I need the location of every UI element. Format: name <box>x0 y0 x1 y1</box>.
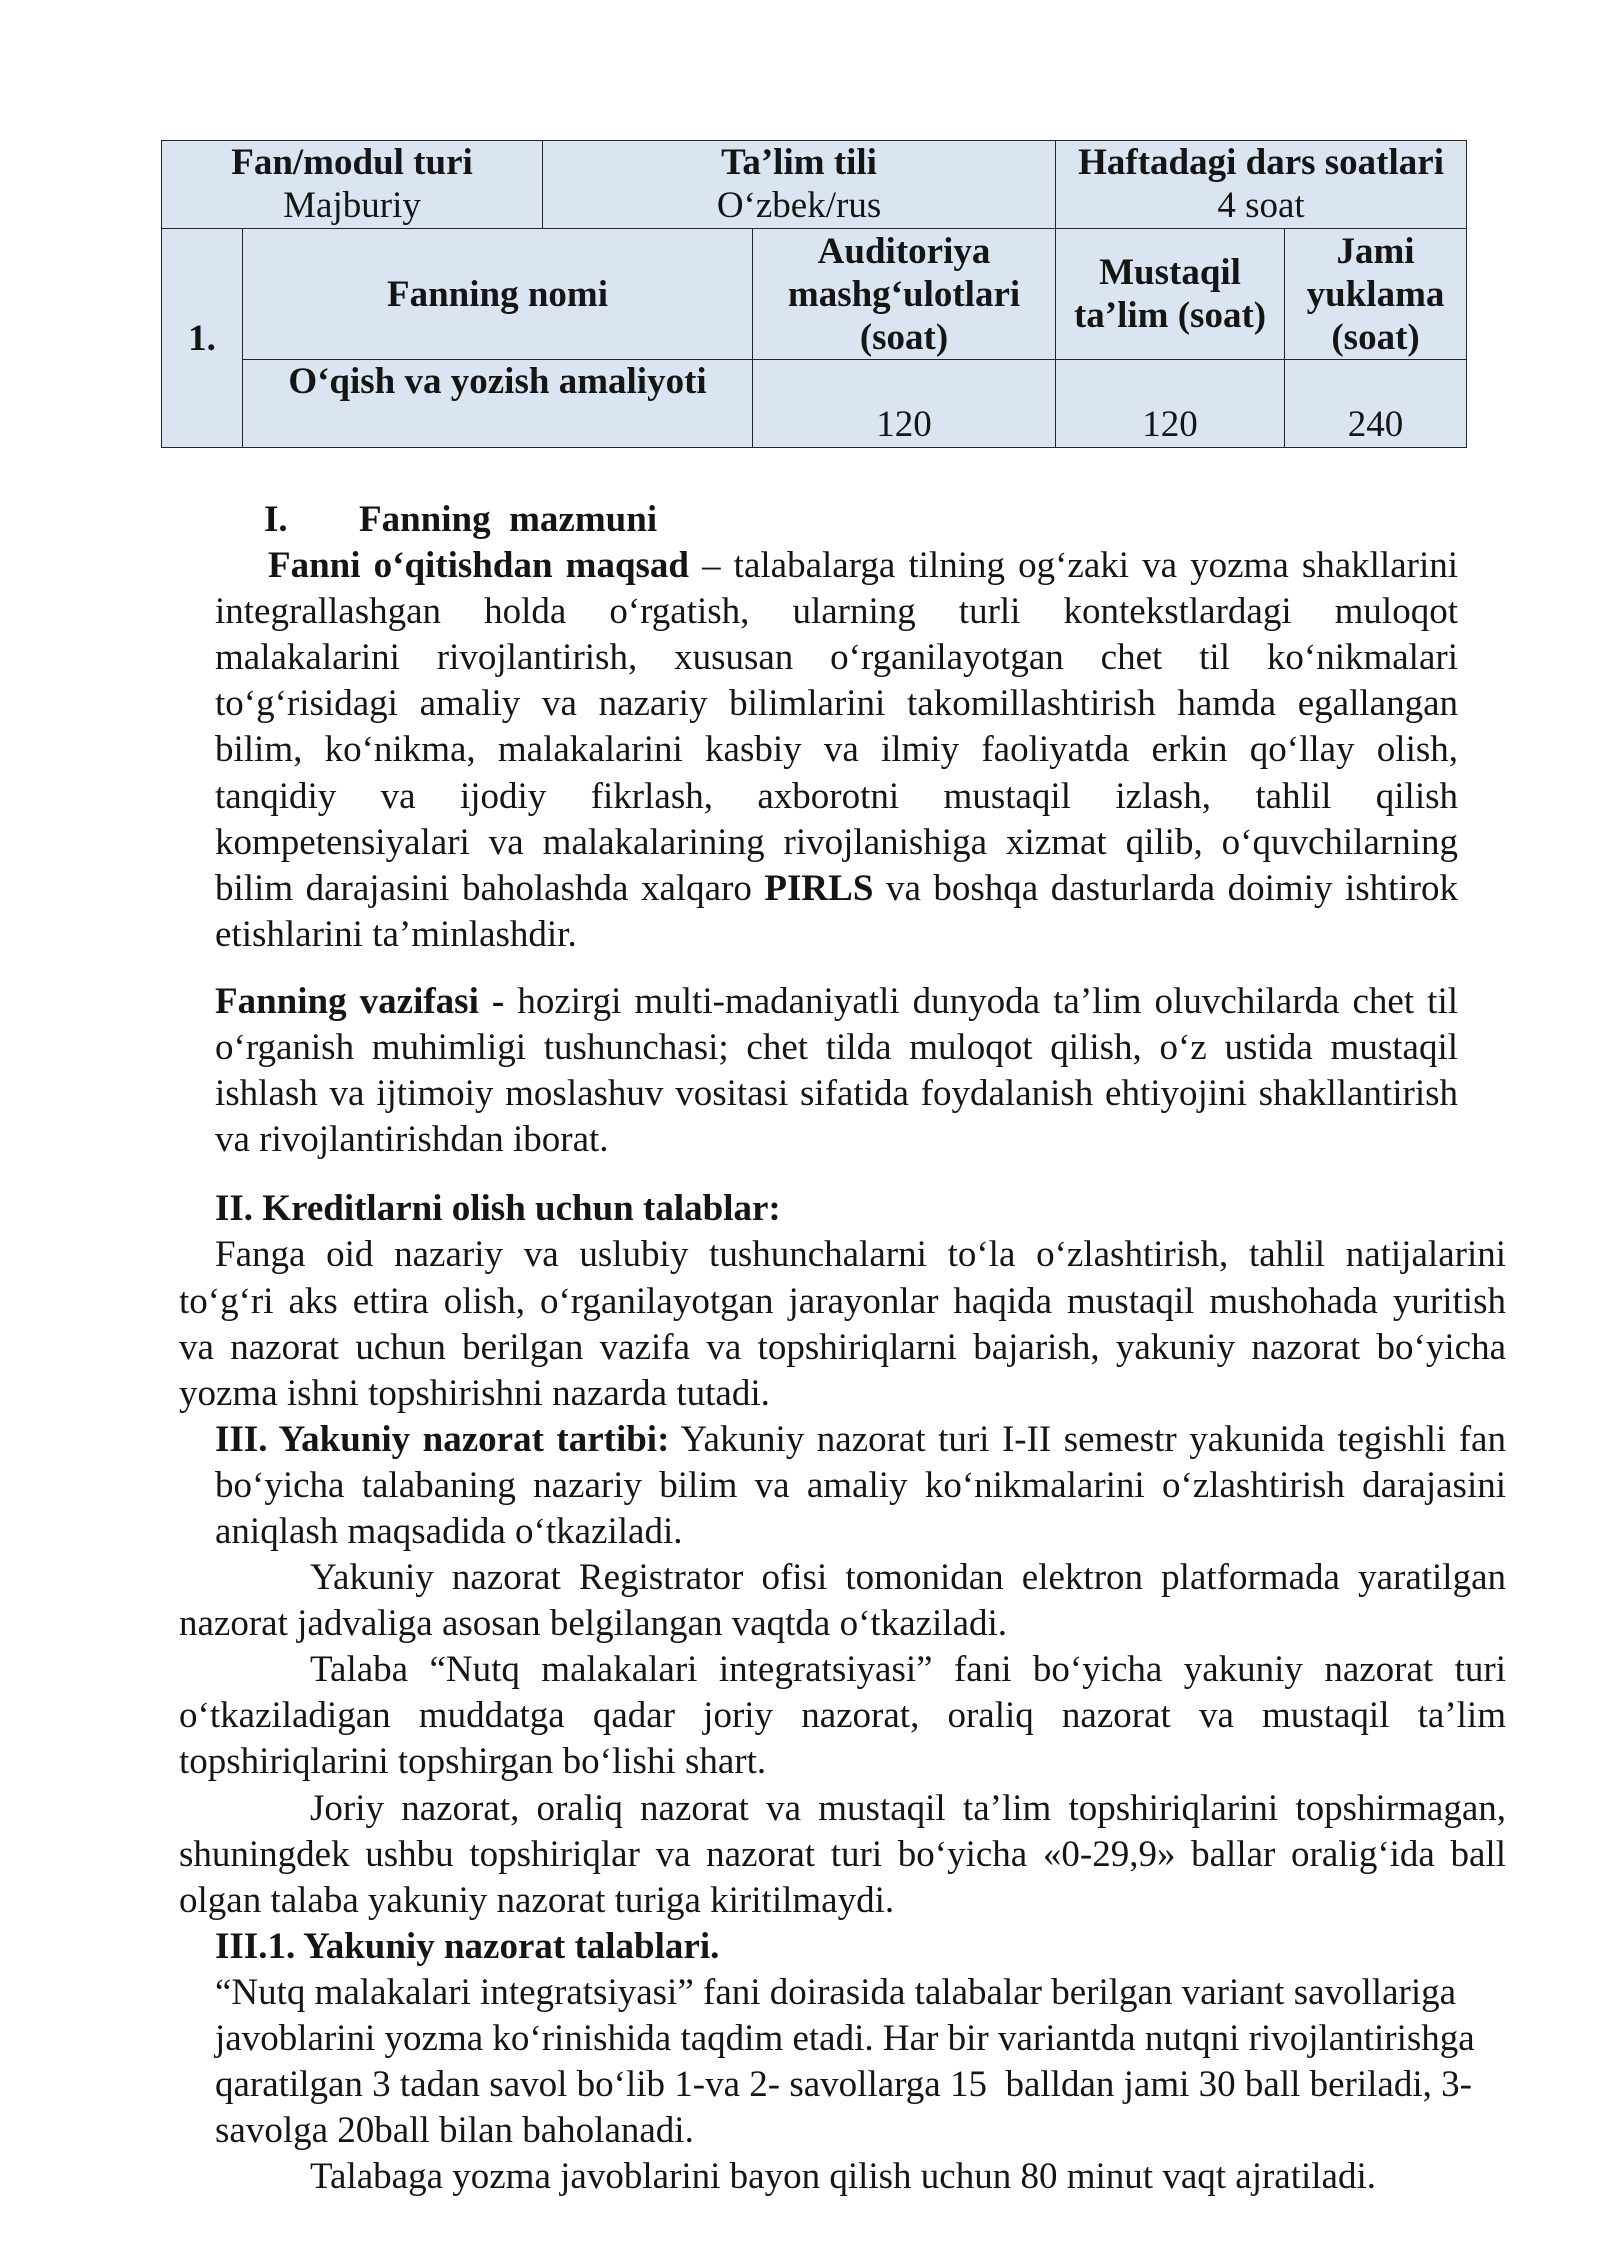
course-name: O‘qish va yozish amaliyoti <box>288 361 707 402</box>
jami-header-line: yuklama <box>1306 273 1445 315</box>
section-2-line-1: Fanga oid nazariy va uslubiy tushunchalarni to‘la o‘zlashtirish, tahlil natijalarini <box>215 1234 1506 1276</box>
section-1-heading <box>264 497 1600 543</box>
row-number: 1. <box>188 317 216 359</box>
course-info-table <box>161 140 1467 448</box>
exclusion-line-3: olgan talaba yakuniy nazorat turiga kiritilmaydi. <box>179 1879 895 1921</box>
section-1-title: Fanning mazmuni <box>359 499 658 540</box>
jami-header-line: (soat) <box>1331 316 1420 358</box>
goal-line-8 <box>215 866 1458 912</box>
course-name-cell <box>243 360 753 448</box>
table-header-row <box>162 229 1467 360</box>
section-2-heading: II. Kreditlarni olish uchun talablar: <box>215 1188 781 1230</box>
row-number-cell <box>162 229 243 448</box>
jami-header-line: Jami <box>1336 230 1415 272</box>
prerequisite-line-3: topshiriqlarini topshirgan bo‘lishi shart. <box>179 1741 767 1783</box>
language-cell <box>543 141 1056 229</box>
module-type-label: Fan/modul turi <box>231 142 473 183</box>
section-2-line-2: to‘g‘ri aks ettira olish, o‘rganilayotgan jarayonlar haqida mustaqil mushohada yuritish <box>179 1280 1506 1322</box>
jami-header <box>1285 229 1467 360</box>
section-3-paragraph <box>0 1417 1600 1555</box>
tasks-line-3: ishlash va ijtimoiy moslashuv vositasi sifatida foydalanish ehtiyojini shakllantirish <box>215 1073 1458 1115</box>
mustaqil-hours-cell <box>1056 360 1285 448</box>
goal-paragraph <box>0 543 1600 958</box>
tasks-line-4: va rivojlantirishdan iborat. <box>215 1119 609 1161</box>
table-row <box>162 360 1467 448</box>
document-body <box>0 497 1600 2200</box>
section-3-line-2: bo‘yicha talabaning nazariy bilim va amaliy ko‘nikmalarini o‘zlashtirish darajasini <box>215 1464 1506 1506</box>
exclusion-paragraph <box>0 1786 1600 1924</box>
language-label: Ta’lim tili <box>721 142 877 183</box>
goal-line-2: integrallashgan holda o‘rgatish, ularning turli kontekstlardagi muloqot <box>215 591 1458 633</box>
section-3-1-line-3: qaratilgan 3 tadan savol bo‘lib 1-va 2- savollarga 15 balldan jami 30 ball beriladi, 3- <box>215 2064 1472 2106</box>
section-3-line-3: aniqlash maqsadida o‘tkaziladi. <box>215 1510 683 1552</box>
language-value: O‘zbek/rus <box>716 185 882 226</box>
prerequisite-line-2: o‘tkaziladigan muddatga qadar joriy nazorat, oraliq nazorat va mustaqil ta’lim <box>179 1695 1506 1737</box>
registrar-paragraph <box>0 1555 1600 1647</box>
exclusion-line-1: Joriy nazorat, oraliq nazorat va mustaqil ta’lim topshiriqlarini topshirmagan, <box>310 1787 1506 1829</box>
section-2-line-3: va nazorat uchun berilgan vazifa va topshiriqlarni bajarish, yakuniy nazorat bo‘yicha <box>179 1326 1506 1368</box>
section-3-1-paragraph <box>0 1970 1600 2154</box>
auditoriya-hours-cell <box>753 360 1056 448</box>
goal-line-1-text: – talabalarga tilning og‘zaki va yozma shakllarini <box>702 545 1459 587</box>
goal-line-1 <box>268 543 1458 589</box>
section-1-number: I. <box>264 499 288 540</box>
goal-line-6: tanqidiy va ijodiy fikrlash, axborotni mustaqil izlash, tahlil qilish <box>215 775 1458 817</box>
prerequisite-paragraph <box>0 1647 1600 1785</box>
tasks-label: Fanning vazifasi - <box>215 980 505 1022</box>
tasks-line-2: o‘rganish muhimligi tushunchasi; chet tilda muloqot qilish, o‘z ustida mustaqil <box>215 1027 1458 1069</box>
weekly-hours-value: 4 soat <box>1217 185 1305 226</box>
tasks-line-1-text: hozirgi multi-madaniyatli dunyoda ta’lim oluvchilarda chet til <box>517 980 1459 1022</box>
tasks-line-1 <box>215 979 1458 1025</box>
section-3-1-heading: III.1. Yakuniy nazorat talablari. <box>215 1925 720 1967</box>
section-3-label: III. Yakuniy nazorat tartibi: <box>215 1418 670 1460</box>
auditoriya-header-line: (soat) <box>859 316 949 358</box>
weekly-hours-cell <box>1056 141 1467 229</box>
goal-line-8-after: va boshqa dasturlarda doimiy ishtirok <box>885 867 1459 909</box>
section-3-1-line-1: “Nutq malakalari integratsiyasi” fani doirasida talabalar berilgan variant savollariga <box>215 1971 1457 2013</box>
course-name-header-text: Fanning nomi <box>386 273 609 315</box>
auditoriya-header <box>753 229 1056 360</box>
jami-hours: 240 <box>1347 404 1404 445</box>
goal-line-4: to‘g‘risidagi amaliy va nazariy bilimlarini takomillashtirish hamda egallangan <box>215 683 1458 725</box>
module-type-value: Majburiy <box>283 185 421 226</box>
goal-line-9: etishlarini ta’minlashdir. <box>215 913 577 955</box>
prerequisite-line-1: Talaba “Nutq malakalari integratsiyasi” fani bo‘yicha yakuniy nazorat turi <box>310 1649 1506 1691</box>
section-3-line-1-text: Yakuniy nazorat turi I-II semestr yakunida tegishli fan <box>680 1418 1506 1460</box>
goal-line-3: malakalarini rivojlantirish, xususan o‘rganilayotgan chet til ko‘nikmalari <box>215 637 1458 679</box>
auditoriya-hours: 120 <box>876 404 932 445</box>
mustaqil-hours: 120 <box>1142 404 1198 445</box>
mustaqil-header-line: Mustaqil <box>1099 252 1241 293</box>
goal-line-5: bilim, ko‘nikma, malakalarini kasbiy va ilmiy faoliyatda erkin qo‘llay olish, <box>215 729 1458 771</box>
mustaqil-header-line: ta’lim (soat) <box>1073 295 1267 336</box>
weekly-hours-label: Haftadagi dars soatlari <box>1078 142 1444 183</box>
registrar-line-2: nazorat jadvaliga asosan belgilangan vaqtda o‘tkaziladi. <box>179 1603 1008 1645</box>
registrar-line-1: Yakuniy nazorat Registrator ofisi tomonidan elektron platformada yaratilgan <box>310 1557 1506 1599</box>
module-type-cell <box>162 141 543 229</box>
jami-hours-cell <box>1285 360 1467 448</box>
auditoriya-header-line: Auditoriya <box>817 230 991 272</box>
section-2-line-4: yozma ishni topshirishni nazarda tutadi. <box>179 1372 770 1414</box>
goal-label: Fanni o‘qitishdan maqsad <box>268 545 689 587</box>
section-3-1-line-2: javoblarini yozma ko‘rinishida taqdim etadi. Har bir variantda nutqni rivojlantirishga <box>215 2018 1475 2059</box>
goal-line-8-before: bilim darajasini baholashda xalqaro <box>215 867 752 909</box>
mustaqil-header <box>1056 229 1285 360</box>
section-2-paragraph <box>0 1232 1600 1416</box>
tasks-paragraph <box>0 979 1600 1163</box>
auditoriya-header-line: mashg‘ulotlari <box>787 273 1021 315</box>
table-meta-row <box>162 141 1467 229</box>
section-3-line-1 <box>215 1417 1506 1463</box>
time-note: Talabaga yozma javoblarini bayon qilish uchun 80 minut vaqt ajratiladi. <box>310 2156 1377 2198</box>
pirls-term: PIRLS <box>764 867 874 909</box>
course-name-header <box>243 229 753 360</box>
section-3-1-line-4: savolga 20ball bilan baholanadi. <box>215 2110 694 2152</box>
exclusion-line-2: shuningdek ushbu topshiriqlar va nazorat turi bo‘yicha «0-29,9» ballar oralig‘ida ball <box>179 1833 1506 1875</box>
goal-line-7: kompetensiyalari va malakalarining rivojlanishiga xizmat qilib, o‘quvchilarning <box>215 821 1458 863</box>
